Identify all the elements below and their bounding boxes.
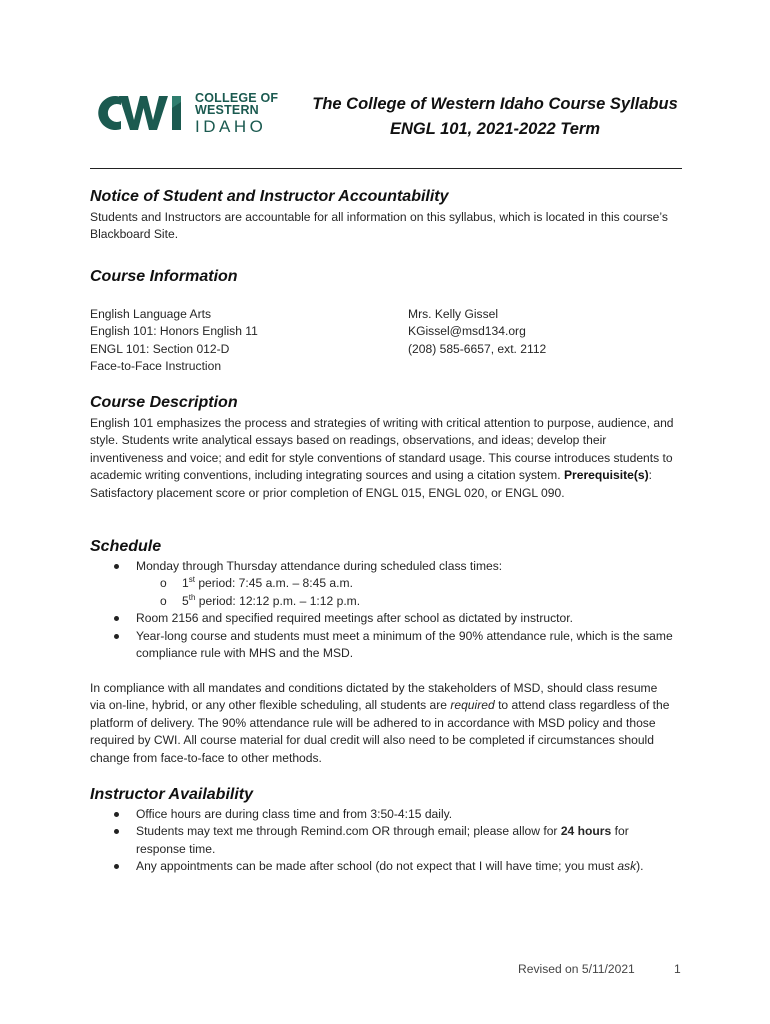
- page-number: 1: [674, 962, 681, 976]
- logo-line-3: IDAHO: [195, 117, 267, 136]
- list-item: [136, 593, 680, 610]
- course-info-heading: Course Information: [90, 268, 238, 285]
- compliance-text-b: to attend class regardless of the platform of delivery. The 90% attendance rule will be adhered to in accordance with MSD policy and those required by CWI. All course material for dual credit will also need to be completed if circumstances should change from face-to-face to other methods.: [90, 698, 670, 765]
- bullet-icon: [114, 829, 119, 834]
- period-5-number: 5: [182, 593, 189, 608]
- course-info-right: [408, 306, 546, 358]
- notice-heading: Notice of Student and Instructor Accountability: [90, 188, 449, 205]
- bullet-icon: [114, 634, 119, 639]
- period-1-suffix: st: [188, 575, 195, 585]
- period-1-time: period: 7:45 a.m. – 8:45 a.m.: [194, 576, 353, 591]
- period-5-suffix: th: [188, 592, 196, 602]
- prerequisite-label: Prerequisite(s): [563, 468, 649, 483]
- circle-bullet-icon: o: [160, 593, 167, 608]
- bullet-icon: [114, 616, 119, 621]
- instructor-phone: (208) 585-6657, ext. 2112: [408, 341, 547, 356]
- logo-line-1: COLLEGE OF: [195, 91, 279, 105]
- title-divider: [90, 168, 682, 169]
- list-item: [90, 558, 680, 610]
- schedule-item-2: Room 2156 and specified required meetings after school as dictated by instructor.: [136, 611, 573, 626]
- list-item: [136, 575, 680, 592]
- course-name: English 101: Honors English 11: [90, 324, 258, 339]
- compliance-emphasis: required: [450, 698, 495, 713]
- list-item: [90, 806, 680, 823]
- description-text: English 101 emphasizes the process and strategies of writing with critical attention to purpose, audience, and style. Students write analytical essays based on readings, observations, and ideas; develop their inventiveness and voice; and edit for style conventions of standard usage. This course introduces students to academic writing conventions, including integrating sources and using a citation system.: [90, 416, 674, 483]
- availability-item-3b: ask: [617, 859, 637, 874]
- list-item: [90, 858, 680, 875]
- circle-bullet-icon: o: [160, 576, 167, 591]
- availability-heading: Instructor Availability: [90, 786, 253, 803]
- list-item: [90, 823, 680, 858]
- cwi-logo: [91, 88, 281, 138]
- bullet-icon: [114, 864, 119, 869]
- list-item: [90, 628, 680, 663]
- course-mode: Face-to-Face Instruction: [90, 359, 222, 374]
- schedule-item-1: Monday through Thursday attendance during scheduled class times:: [136, 559, 503, 573]
- availability-list: [90, 806, 680, 876]
- course-info-left: [90, 306, 258, 376]
- availability-item-3a: Any appointments can be made after school (do not expect that I will have time; you must: [136, 859, 618, 874]
- list-item: [90, 610, 680, 627]
- title-line-1: The College of Western Idaho Course Syllabus: [312, 95, 678, 113]
- description-heading: Course Description: [90, 394, 238, 411]
- title-line-2: ENGL 101, 2021-2022 Term: [389, 120, 601, 138]
- availability-item-2a: Students may text me through Remind.com OR through email; please allow for: [136, 824, 561, 839]
- availability-item-2c: for response time.: [136, 824, 629, 856]
- description-body: [90, 415, 675, 502]
- revision-date: Revised on 5/11/2021: [518, 962, 635, 976]
- bullet-icon: [114, 812, 119, 817]
- course-subject: English Language Arts: [90, 307, 212, 321]
- instructor-email[interactable]: KGissel@msd134.org: [408, 324, 526, 339]
- cwi-logo-mark: [91, 88, 191, 138]
- availability-item-3c: ).: [636, 859, 644, 874]
- schedule-item-3: Year-long course and students must meet a minimum of the 90% attendance rule, which is the same compliance rule with MHS and the MSD.: [136, 628, 673, 661]
- document-title: [300, 92, 690, 142]
- course-section: ENGL 101: Section 012-D: [90, 341, 230, 356]
- availability-item-1: Office hours are during class time and from 3:50-4:15 daily.: [136, 807, 453, 821]
- compliance-text-a: In compliance with all mandates and conditions dictated by the stakeholders of MSD, should class resume via on-line, hybrid, or any other flexible scheduling, all students are: [90, 681, 658, 713]
- logo-line-2: WESTERN: [195, 103, 259, 117]
- period-list: [136, 575, 680, 610]
- schedule-heading: Schedule: [90, 538, 162, 555]
- bullet-icon: [114, 564, 119, 569]
- logo-wordmark: [195, 92, 278, 136]
- period-5-time: period: 12:12 p.m. – 1:12 p.m.: [195, 593, 361, 608]
- prerequisite-text: : Satisfactory placement score or prior completion of ENGL 015, ENGL 020, or ENGL 090.: [90, 468, 653, 500]
- availability-item-2b: 24 hours: [560, 824, 612, 839]
- instructor-name: Mrs. Kelly Gissel: [408, 307, 499, 321]
- compliance-paragraph: [90, 680, 675, 767]
- schedule-list: [90, 558, 680, 662]
- notice-body: Students and Instructors are accountable for all information on this syllabus, which is located in this course’s Blackboard Site.: [90, 210, 668, 242]
- period-1-number: 1: [182, 576, 189, 591]
